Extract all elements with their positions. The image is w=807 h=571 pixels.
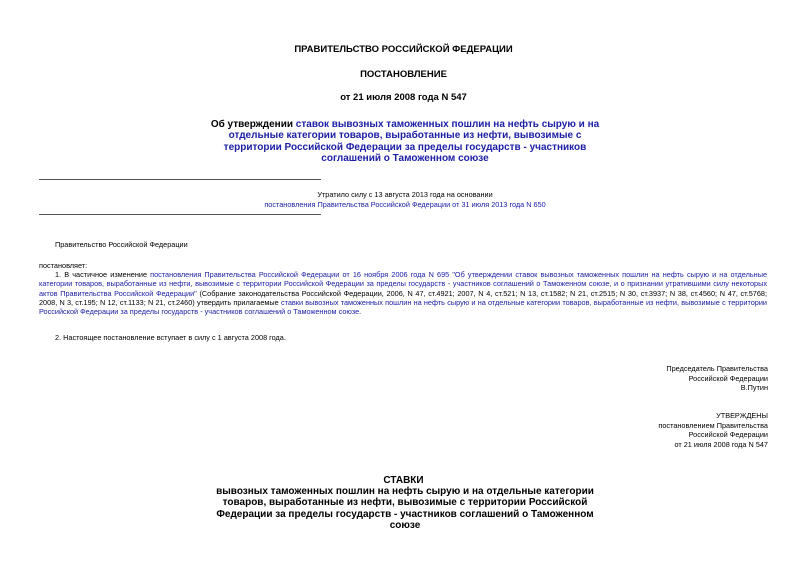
status-link[interactable]: постановления Правительства Российской Федерации от 31 июля 2013 года N 650: [264, 200, 546, 209]
clause-1-citation: (Собрание законодательства Российской Федерации, 2006, N 47, ст.4921; 2007, N 4, ст.521; N 13, ст.1582; N 21, ст.2515; N 30, ст.3937; N 38, ст.4560; N 47, ст.5768; 2008, N 3, ст.195; N 12, ст.1133; N 21, ст.2460) утвердить прилагаемые: [39, 288, 767, 307]
clause-1: [39, 270, 767, 316]
divider-bottom: [39, 214, 321, 215]
approval-line4: от 21 июля 2008 года N 547: [674, 439, 768, 449]
clause-1-decree-link[interactable]: постановления Правительства Российской Федерации от 16 ноября 2006 года N 695 "Об утверждении ставок вывозных таможенных пошлин на нефть сырую и на отдельные категории товаров, выработанные из нефти, вывозимые с территории Российской Федерации за пределы государств - участников соглашений о Таможенном союзе, и о признании утратившими силу некоторых актов Правительства Российской Федерации": [39, 270, 767, 298]
status-block: [200, 190, 610, 210]
document-type: ПОСТАНОВЛЕНИЕ: [360, 69, 447, 80]
status-text: Утратило силу с 13 августа 2013 года на основании: [317, 190, 493, 199]
clause-1-text: 1. В частичное изменение: [55, 270, 151, 279]
decrees-line: постановляет:: [39, 261, 88, 270]
document-title: [200, 119, 610, 164]
title-link[interactable]: ставок вывозных таможенных пошлин на нефть сырую и на отдельные категории товаров, выработанные из нефти, вывозимые с территории Российской Федерации за пределы государств - участников соглашений о Таможенном союзе: [223, 119, 600, 164]
signature-title-line1: Председатель Правительства: [666, 364, 768, 373]
approval-line2: постановлением Правительства: [658, 420, 768, 430]
clause-2: 2. Настоящее постановление вступает в силу с 1 августа 2008 года.: [55, 333, 286, 342]
clause-1-rates-link[interactable]: ставки вывозных таможенных пошлин на нефть сырую и на отдельные категории товаров, выработанные из нефти, вывозимые с территории Российской Федерации за пределы государств - участников соглашений о Таможенном союзе: [39, 297, 768, 317]
approval-line3: Российской Федерации: [688, 430, 768, 439]
divider-top: [39, 179, 321, 180]
signature-name: В.Путин: [740, 383, 768, 392]
signature-title-line2: Российской Федерации: [688, 373, 768, 383]
clause-1-end: .: [359, 307, 362, 317]
signature-block: [666, 364, 768, 393]
government-line: Правительство Российской Федерации: [55, 240, 188, 249]
government-header: ПРАВИТЕЛЬСТВО РОССИЙСКОЙ ФЕДЕРАЦИИ: [294, 44, 513, 55]
approval-block: [658, 411, 768, 449]
approval-line1: УТВЕРЖДЕНЫ: [716, 411, 768, 420]
document-date: от 21 июля 2008 года N 547: [340, 92, 467, 103]
title-prefix: Об утверждении: [210, 119, 296, 130]
rates-subheading: вывозных таможенных пошлин на нефть сырую и на отдельные категории товаров, выработанные из нефти, вывозимые с территории Российской Федерации за пределы государств - участников соглашений о Таможенном союзе: [216, 486, 594, 531]
rates-heading: СТАВКИ: [383, 475, 424, 486]
